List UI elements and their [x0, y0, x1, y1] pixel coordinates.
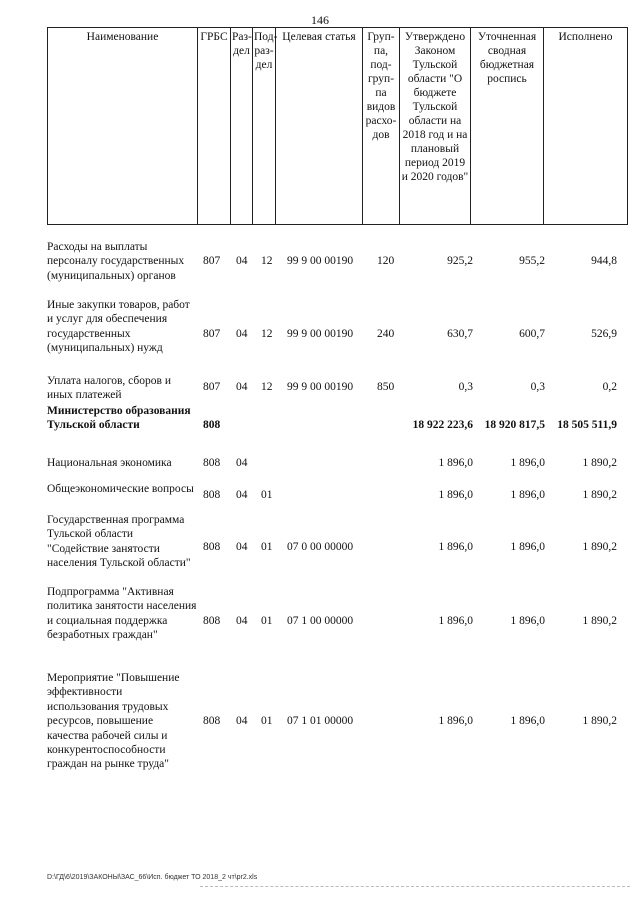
table-header: [47, 27, 628, 225]
row-razdel: 04: [236, 457, 248, 469]
row-refined: 18 920 817,5: [484, 419, 545, 431]
row-approved: 925,2: [447, 255, 473, 267]
row-target-article: 99 9 00 00190: [287, 255, 354, 267]
row-approved: 18 922 223,6: [412, 419, 473, 431]
row-executed: 0,2: [602, 381, 617, 393]
row-approved: 1 896,0: [438, 489, 473, 501]
row-expense-group: 120: [377, 255, 395, 267]
row-approved: 1 896,0: [438, 457, 473, 469]
row-refined: 1 896,0: [510, 715, 545, 727]
table-row: [47, 456, 627, 482]
row-approved: 630,7: [447, 328, 473, 340]
row-grbs: 807: [203, 381, 221, 393]
table-row: [47, 240, 627, 298]
row-target-article: 07 1 00 00000: [287, 615, 354, 627]
footer-divider: [200, 886, 630, 887]
row-executed: 1 890,2: [582, 615, 617, 627]
row-razdel: 04: [236, 489, 248, 501]
row-name: Уплата налогов, сборов и иных платежей: [47, 375, 171, 402]
row-grbs: 808: [203, 419, 221, 431]
row-podrazdel: 01: [261, 615, 273, 627]
row-refined: 1 896,0: [510, 615, 545, 627]
row-grbs: 808: [203, 489, 221, 501]
table-row: [47, 404, 627, 456]
header-razdel: Раз-дел: [231, 28, 253, 225]
row-name: Общеэкономические вопросы: [47, 483, 194, 495]
row-razdel: 04: [236, 255, 248, 267]
row-refined: 1 896,0: [510, 541, 545, 553]
row-refined: 1 896,0: [510, 489, 545, 501]
header-refined: Уточненная сводная бюджетная роспись: [471, 28, 544, 225]
table-row: [47, 298, 627, 374]
row-grbs: 808: [203, 615, 221, 627]
row-refined: 600,7: [519, 328, 545, 340]
row-executed: 1 890,2: [582, 457, 617, 469]
row-target-article: 99 9 00 00190: [287, 328, 354, 340]
row-approved: 1 896,0: [438, 541, 473, 553]
row-podrazdel: 12: [261, 328, 273, 340]
row-name: Мероприятие "Повышение эффективности использования трудовых ресурсов, повышение качества рабочей силы и конкурентоспособности граждан на рынке труда": [47, 672, 180, 771]
row-target-article: 99 9 00 00190: [287, 381, 354, 393]
table-row: [47, 585, 627, 671]
header-expense-group: Груп-па, под-груп-па видов расхо-дов: [363, 28, 400, 225]
row-podrazdel: 01: [261, 541, 273, 553]
header-target-article: Целевая статья: [276, 28, 363, 225]
row-refined: 0,3: [530, 381, 545, 393]
row-refined: 1 896,0: [510, 457, 545, 469]
row-podrazdel: 01: [261, 489, 273, 501]
row-razdel: 04: [236, 381, 248, 393]
header-executed: Исполнено: [544, 28, 628, 225]
table-row: [47, 513, 627, 585]
row-razdel: 04: [236, 715, 248, 727]
row-razdel: 04: [236, 541, 248, 553]
header-grbs: ГРБС: [198, 28, 231, 225]
table-row: [47, 374, 627, 404]
row-grbs: 807: [203, 255, 221, 267]
row-grbs: 808: [203, 715, 221, 727]
row-target-article: 07 1 01 00000: [287, 715, 354, 727]
row-podrazdel: 01: [261, 715, 273, 727]
row-grbs: 808: [203, 541, 221, 553]
row-expense-group: 850: [377, 381, 395, 393]
row-grbs: 807: [203, 328, 221, 340]
row-executed: 1 890,2: [582, 715, 617, 727]
row-target-article: 07 0 00 00000: [287, 541, 354, 553]
row-executed: 944,8: [591, 255, 617, 267]
row-expense-group: 240: [377, 328, 395, 340]
header-podrazdel: Под-раз-дел: [253, 28, 276, 225]
table-row: [47, 482, 627, 513]
row-grbs: 808: [203, 457, 221, 469]
table-body: [47, 240, 627, 781]
row-executed: 526,9: [591, 328, 617, 340]
row-name: Министерство образования Тульской области: [47, 405, 191, 432]
row-razdel: 04: [236, 328, 248, 340]
page-number: 146: [311, 13, 329, 27]
row-name: Национальная экономика: [47, 457, 172, 469]
row-name: Иные закупки товаров, работ и услуг для обеспечения государственных (муниципальных) нужд: [47, 299, 190, 355]
header-approved: Утверждено Законом Тульской области "О бюджете Тульской области на 2018 год и на плановый период 2019 и 2020 годов": [400, 28, 471, 225]
row-name: Государственная программа Тульской области "Содействие занятости населения Тульской области": [47, 514, 191, 570]
row-razdel: 04: [236, 615, 248, 627]
row-podrazdel: 12: [261, 381, 273, 393]
header-name: Наименование: [48, 28, 198, 225]
row-podrazdel: 12: [261, 255, 273, 267]
footer-file-path: D:\ГД\6\2019\ЗАКОНЫ\ЗАС_66\Исп. бюджет ТО 2018_2 чт\pr2.xls: [47, 874, 258, 881]
row-approved: 1 896,0: [438, 615, 473, 627]
row-name: Расходы на выплаты персоналу государственных (муниципальных) органов: [47, 241, 185, 282]
row-executed: 18 505 511,9: [557, 419, 617, 431]
row-approved: 1 896,0: [438, 715, 473, 727]
row-name: Подпрограмма "Активная политика занятости населения и социальная поддержка безработных граждан": [47, 586, 197, 642]
row-approved: 0,3: [458, 381, 473, 393]
row-executed: 1 890,2: [582, 489, 617, 501]
row-executed: 1 890,2: [582, 541, 617, 553]
row-refined: 955,2: [519, 255, 545, 267]
table-row: [47, 671, 627, 781]
